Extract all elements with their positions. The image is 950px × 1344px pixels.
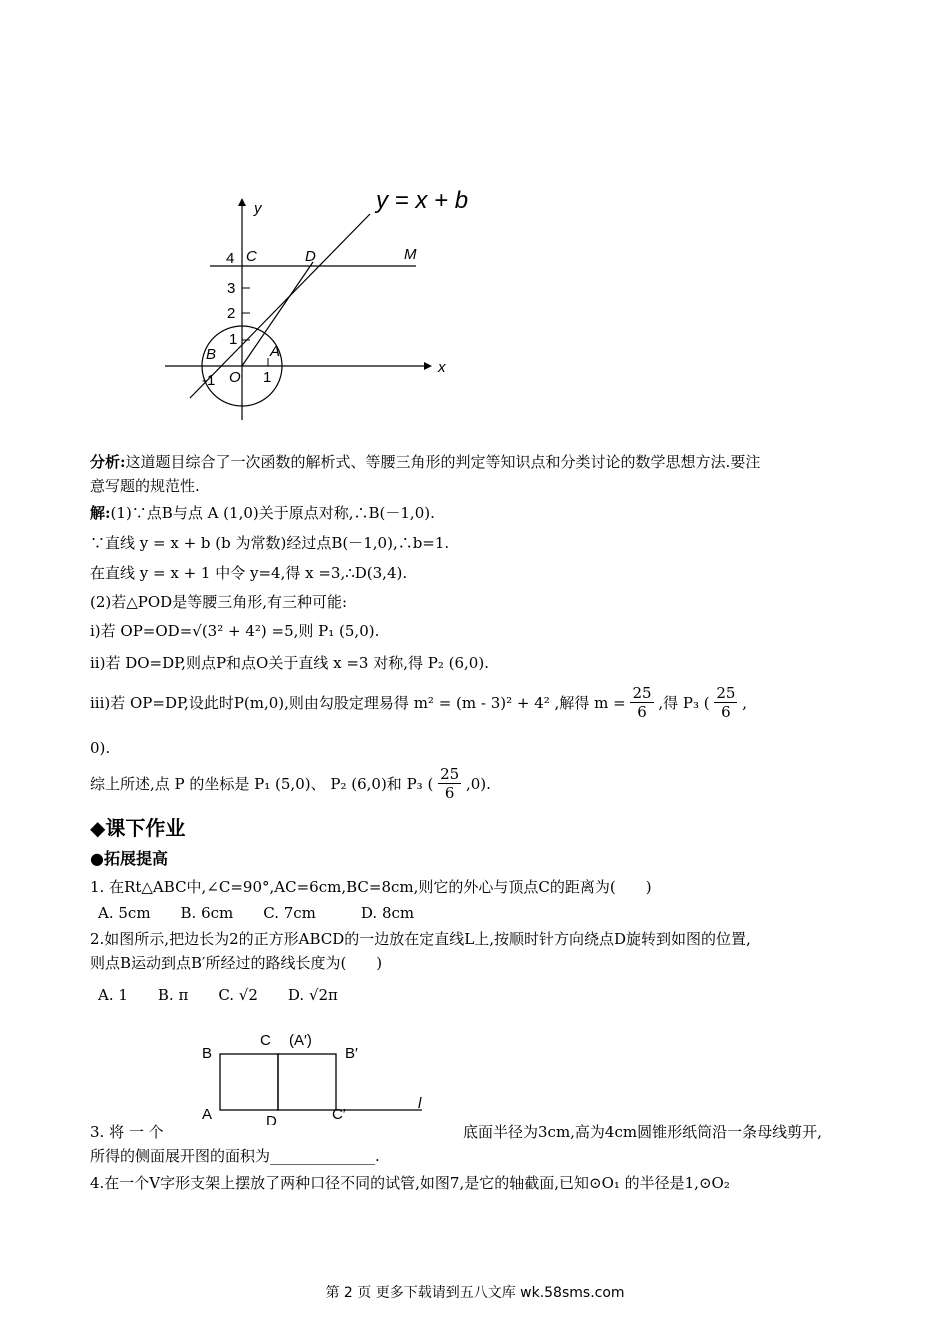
question-2-line-2: 则点B运动到点B′所经过的路线长度为( ) [90, 954, 383, 972]
solution-line-4: (2)若△POD是等腰三角形,有三种可能: [90, 593, 348, 611]
tick-label-2: 2 [227, 305, 236, 322]
fig2-label-bprime: B′ [345, 1045, 358, 1062]
tick-label-neg1: -1 [202, 372, 216, 389]
solution-line-5: i)若 OP=OD=√(3² + 4²) =5,则 P₁ (5,0). [90, 622, 380, 640]
y-axis-label: y [254, 200, 262, 217]
fig2-label-a: A [202, 1106, 213, 1123]
solution-line-9b: ,0). [465, 774, 491, 793]
homework-title: ◆课下作业 [90, 816, 186, 840]
question-4: 4.在一个V字形支架上摆放了两种口径不同的试管,如图7,是它的轴截面,已知⊙O₁ 的半径是1,⊙O₂ [90, 1174, 730, 1192]
tick-label-3: 3 [227, 280, 236, 297]
point-label-m: M [404, 246, 417, 263]
page-footer: 第 2 页 更多下载请到五八文库 wk.58sms.com [325, 1285, 625, 1301]
fraction-p3-summary [438, 765, 461, 802]
fraction-denominator: 6 [444, 784, 455, 802]
question-1-options: A. 5cm B. 6cm C. 7cm D. 8cm [98, 904, 415, 922]
solution-line-9 [90, 765, 491, 809]
fraction-numerator: 25 [632, 684, 652, 702]
solution-line-7 [90, 684, 747, 728]
fig2-label-c: C [260, 1032, 271, 1049]
analysis-label: 分析: [90, 453, 126, 471]
point-label-d: D [305, 248, 316, 265]
solution-line-2: ∵直线 y = x + b (b 为常数)经过点B(－1,0),∴b=1. [90, 534, 450, 552]
solution-line-6: ii)若 DO=DP,则点P和点O关于直线 x =3 对称,得 P₂ (6,0). [90, 654, 489, 672]
x-axis-label: x [438, 359, 446, 376]
coordinate-figure [160, 185, 480, 425]
solution-line-7b: ,得 P₃ ( [658, 693, 710, 712]
solution-line-3: 在直线 y = x + 1 中令 y=4,得 x =3,∴D(3,4). [90, 564, 408, 582]
question-2-options: A. 1 B. π C. √2 D. √2π [98, 986, 338, 1004]
question-3-line-2: 所得的侧面展开图的面积为______________. [90, 1147, 380, 1165]
fraction-denominator: 6 [637, 703, 647, 721]
solution-line-9a: 综上所述,点 P 的坐标是 P₁ (5,0)、 P₂ (6,0)和 P₃ ( [90, 774, 434, 793]
solution-line-1 [90, 503, 435, 523]
fraction-p3 [714, 684, 737, 721]
point-label-b: B [206, 346, 217, 363]
fig2-label-cprime: C′ [332, 1106, 346, 1123]
origin-label: O [229, 369, 241, 386]
equation-label: y = x + b [376, 187, 469, 214]
fraction-numerator: 25 [440, 765, 460, 783]
question-3-line-1-right: 底面半径为3cm,高为4cm圆锥形纸筒沿一条母线剪开, [463, 1123, 822, 1141]
solution-line-7a: iii)若 OP=DP,设此时P(m,0),则由勾股定理易得 m² = (m - 3)² + 4² ,解得 m = [90, 693, 626, 712]
fraction-m [630, 684, 653, 721]
question-1: 1. 在Rt△ABC中,∠C=90°,AC=6cm,BC=8cm,则它的外心与顶点C的距离为( ) [90, 878, 652, 896]
analysis-text-1: 这道题目综合了一次函数的解析式、等腰三角形的判定等知识点和分类讨论的数学思想方法.要注 [125, 453, 761, 471]
question-2-line-1: 2.如图所示,把边长为2的正方形ABCD的一边放在定直线L上,按顺时针方向绕点D旋转到如图的位置, [90, 930, 751, 948]
solution-label: 解: [90, 504, 111, 522]
fig2-label-d: D [266, 1113, 277, 1125]
fraction-denominator: 6 [721, 703, 731, 721]
point-label-c: C [246, 248, 257, 265]
point-label-a: A [270, 343, 281, 360]
tick-label-1y: 1 [229, 331, 238, 348]
solution-text-1: (1)∵点B与点 A (1,0)关于原点对称,∴B(－1,0). [110, 504, 435, 522]
analysis-line-2: 意写题的规范性. [90, 477, 200, 495]
tick-label-4: 4 [226, 250, 235, 267]
fig2-label-aprime: (A′) [289, 1032, 312, 1049]
tick-label-1x: 1 [263, 369, 272, 386]
homework-subtitle: ●拓展提高 [90, 849, 168, 868]
fig2-label-l: l [418, 1095, 422, 1112]
fraction-numerator: 25 [716, 684, 736, 702]
question-3-line-1-left: 3. 将 一 个 [90, 1123, 164, 1141]
fig2-label-b: B [202, 1045, 213, 1062]
square-rotation-figure [190, 1025, 450, 1125]
analysis-line-1 [90, 452, 760, 472]
solution-line-7c: , [742, 693, 748, 712]
solution-line-8: 0). [90, 739, 111, 757]
